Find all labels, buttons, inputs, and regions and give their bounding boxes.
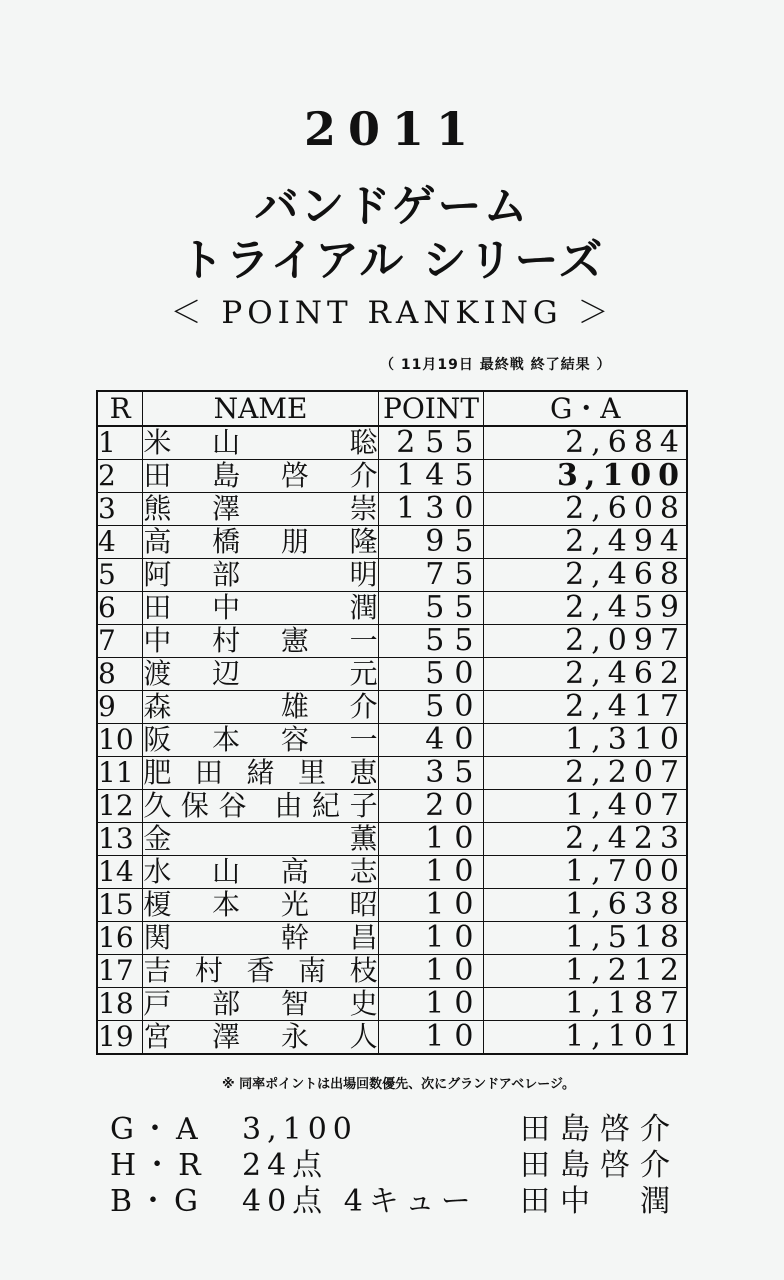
point-cell: 10 xyxy=(378,856,484,889)
table-row xyxy=(97,526,687,559)
record-value: 40点 4キュー xyxy=(242,1184,477,1219)
point-cell: 35 xyxy=(378,757,484,790)
point-cell: 10 xyxy=(378,988,484,1021)
name-cell: 阪本容一 xyxy=(143,723,378,756)
rank-cell: 12 xyxy=(97,790,143,823)
record-label: G・A xyxy=(110,1112,204,1147)
ga-cell: 1,700 xyxy=(484,856,687,889)
column-header-rank: R xyxy=(97,391,143,426)
ga-cell: 2,608 xyxy=(484,493,687,526)
ranking-table xyxy=(96,390,688,1055)
point-cell: 10 xyxy=(378,1021,484,1055)
tie-break-footnote: ※ 同率ポイントは出場回数優先、次にグランドアベレージ。 xyxy=(222,1077,575,1092)
rank-cell: 17 xyxy=(97,955,143,988)
name-cell: 水山高志 xyxy=(143,855,378,888)
ga-cell: 2,097 xyxy=(484,625,687,658)
table-row xyxy=(97,955,687,988)
title-line-1: バンドゲーム xyxy=(254,181,530,232)
name-cell: 金 薫 xyxy=(143,822,378,855)
result-note: （ 11月19日 最終戦 終了結果 ） xyxy=(380,357,612,373)
ga-cell: 2,423 xyxy=(484,823,687,856)
rank-cell: 4 xyxy=(97,526,143,559)
table-row xyxy=(97,592,687,625)
ga-cell: 2,459 xyxy=(484,592,687,625)
record-row-hr xyxy=(110,1148,710,1184)
column-header-ga: G・A xyxy=(484,391,687,426)
name-cell: 田中 潤 xyxy=(143,591,378,624)
rank-cell: 9 xyxy=(97,691,143,724)
point-cell: 20 xyxy=(378,790,484,823)
ga-cell: 3,100 xyxy=(484,460,687,493)
record-value: 3,100 xyxy=(242,1112,358,1147)
table-row xyxy=(97,757,687,790)
point-cell: 10 xyxy=(378,922,484,955)
ga-cell: 1,407 xyxy=(484,790,687,823)
record-label: H・R xyxy=(110,1148,207,1183)
rank-cell: 19 xyxy=(97,1021,143,1055)
record-holder: 田島啓介 xyxy=(520,1112,680,1147)
table-row xyxy=(97,988,687,1021)
name-cell: 関 幹昌 xyxy=(143,921,378,954)
ga-cell: 2,494 xyxy=(484,526,687,559)
rank-cell: 7 xyxy=(97,625,143,658)
table-row xyxy=(97,922,687,955)
name-cell: 米山 聡 xyxy=(143,426,378,459)
name-cell: 肥田緒里恵 xyxy=(143,756,378,789)
title-line-2: トライアル シリーズ xyxy=(179,235,605,286)
record-value: 24点 xyxy=(242,1148,329,1183)
rank-cell: 3 xyxy=(97,493,143,526)
record-holder: 田島啓介 xyxy=(520,1148,680,1183)
table-row xyxy=(97,1021,687,1055)
point-ranking-subtitle: ＜ POINT RANKING ＞ xyxy=(170,295,614,331)
table-row xyxy=(97,426,687,460)
rank-cell: 10 xyxy=(97,724,143,757)
name-cell: 阿部 明 xyxy=(143,558,378,591)
name-cell: 久保谷 由紀子 xyxy=(143,789,378,822)
rank-cell: 14 xyxy=(97,856,143,889)
ranking-table-body xyxy=(97,426,687,1054)
name-cell: 森 雄介 xyxy=(143,690,378,723)
name-cell: 中村憲一 xyxy=(143,624,378,657)
name-cell: 渡辺 元 xyxy=(143,657,378,690)
ga-cell: 2,468 xyxy=(484,559,687,592)
rank-cell: 11 xyxy=(97,757,143,790)
point-cell: 10 xyxy=(378,823,484,856)
table-row xyxy=(97,889,687,922)
column-header-name: NAME xyxy=(143,391,378,426)
record-row-bg xyxy=(110,1184,710,1220)
rank-cell: 15 xyxy=(97,889,143,922)
ga-cell: 1,638 xyxy=(484,889,687,922)
table-header-row xyxy=(97,391,687,426)
rank-cell: 6 xyxy=(97,592,143,625)
point-cell: 10 xyxy=(378,955,484,988)
record-row-ga xyxy=(110,1112,710,1148)
point-cell: 145 xyxy=(378,460,484,493)
point-cell: 55 xyxy=(378,592,484,625)
table-row xyxy=(97,460,687,493)
name-cell: 榎本光昭 xyxy=(143,888,378,921)
table-row xyxy=(97,559,687,592)
rank-cell: 13 xyxy=(97,823,143,856)
table-row xyxy=(97,823,687,856)
point-cell: 95 xyxy=(378,526,484,559)
ga-cell: 2,462 xyxy=(484,658,687,691)
table-row xyxy=(97,856,687,889)
name-cell: 高橋朋隆 xyxy=(143,525,378,558)
table-row xyxy=(97,691,687,724)
ga-cell: 2,684 xyxy=(484,426,687,460)
point-cell: 40 xyxy=(378,724,484,757)
name-cell: 田島啓介 xyxy=(143,459,378,492)
rank-cell: 2 xyxy=(97,460,143,493)
point-cell: 50 xyxy=(378,658,484,691)
rank-cell: 5 xyxy=(97,559,143,592)
point-cell: 130 xyxy=(378,493,484,526)
point-cell: 55 xyxy=(378,625,484,658)
table-row xyxy=(97,790,687,823)
ga-cell: 2,417 xyxy=(484,691,687,724)
rank-cell: 16 xyxy=(97,922,143,955)
table-row xyxy=(97,493,687,526)
records-section xyxy=(110,1112,710,1220)
ga-cell: 1,187 xyxy=(484,988,687,1021)
point-cell: 255 xyxy=(378,426,484,460)
table-row xyxy=(97,724,687,757)
name-cell: 戸部智史 xyxy=(143,987,378,1020)
rank-cell: 8 xyxy=(97,658,143,691)
column-header-point: POINT xyxy=(378,391,484,426)
name-cell: 宮澤永人 xyxy=(143,1020,378,1053)
record-label: B・G xyxy=(110,1184,205,1219)
rank-cell: 1 xyxy=(97,426,143,460)
year-heading: 2011 xyxy=(303,102,481,156)
name-cell: 吉村香南枝 xyxy=(143,954,378,987)
point-cell: 10 xyxy=(378,889,484,922)
table-row xyxy=(97,625,687,658)
rank-cell: 18 xyxy=(97,988,143,1021)
name-cell: 熊澤 崇 xyxy=(143,492,378,525)
point-cell: 75 xyxy=(378,559,484,592)
ga-cell: 1,310 xyxy=(484,724,687,757)
ga-cell: 1,101 xyxy=(484,1021,687,1055)
ga-cell: 2,207 xyxy=(484,757,687,790)
ga-cell: 1,212 xyxy=(484,955,687,988)
table-row xyxy=(97,658,687,691)
ga-cell: 1,518 xyxy=(484,922,687,955)
point-cell: 50 xyxy=(378,691,484,724)
record-holder: 田中 潤 xyxy=(520,1184,680,1219)
